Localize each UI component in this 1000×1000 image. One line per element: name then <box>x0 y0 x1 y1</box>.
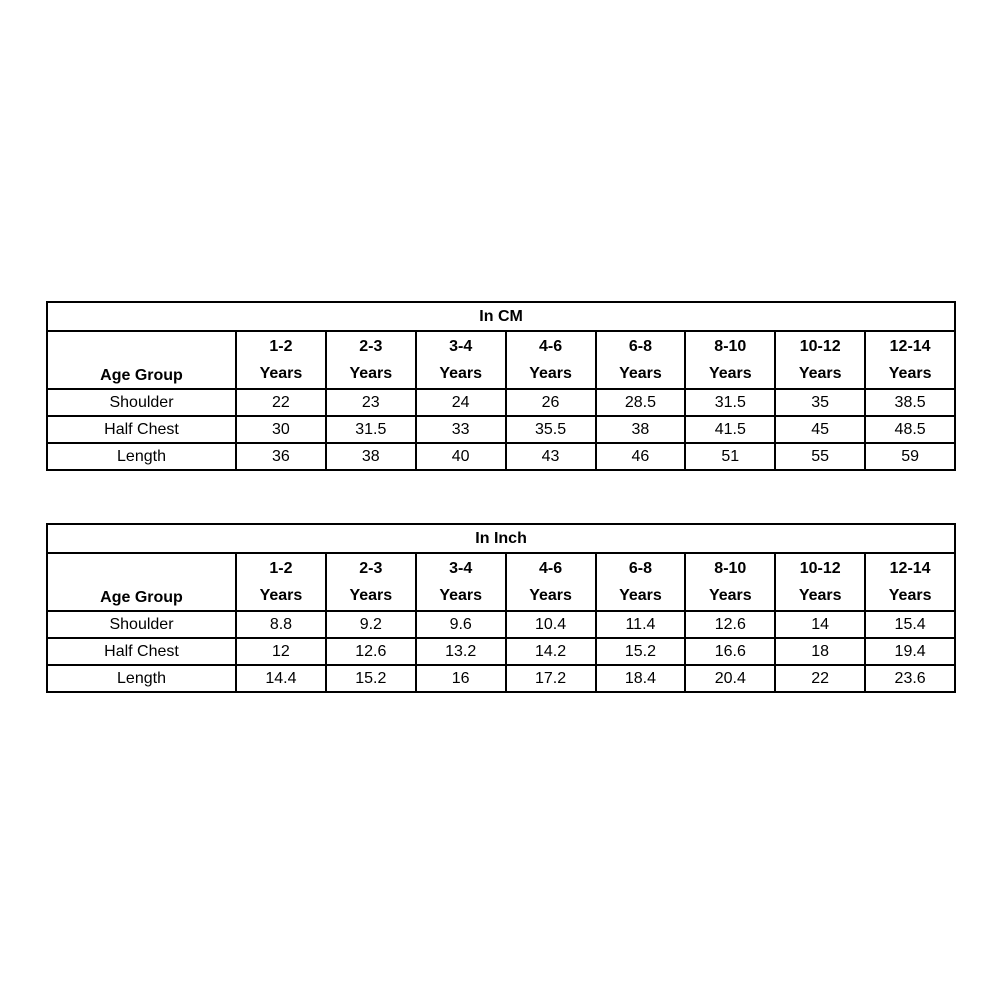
age-range: 2-3 <box>359 560 383 577</box>
age-group-header: Age Group <box>47 553 236 611</box>
column-header <box>865 553 955 611</box>
age-range: 8-10 <box>714 560 747 577</box>
column-header <box>596 553 686 611</box>
age-unit: Years <box>349 587 393 604</box>
age-unit: Years <box>619 587 662 604</box>
age-range: 6-8 <box>628 338 652 355</box>
age-unit: Years <box>259 587 303 604</box>
table-cell: 15.2 <box>596 638 686 665</box>
table-cell: 48.5 <box>865 416 955 443</box>
table-cell: 9.6 <box>416 611 506 638</box>
table-cell: 41.5 <box>685 416 775 443</box>
table-cell: 20.4 <box>685 665 775 692</box>
row-label: Shoulder <box>47 611 236 638</box>
table-cell: 43 <box>506 443 596 470</box>
table-row <box>47 389 955 416</box>
table-row <box>47 665 955 692</box>
column-header <box>416 331 506 389</box>
age-unit: Years <box>798 587 842 604</box>
column-header <box>775 331 865 389</box>
table-cell: 33 <box>416 416 506 443</box>
table-cell: 38.5 <box>865 389 955 416</box>
table-cell: 14.4 <box>236 665 326 692</box>
age-unit: Years <box>529 587 572 604</box>
table-cell: 9.2 <box>326 611 416 638</box>
table-cell: 24 <box>416 389 506 416</box>
table-cell: 14.2 <box>506 638 596 665</box>
column-header <box>865 331 955 389</box>
table-cell: 13.2 <box>416 638 506 665</box>
table-title: In CM <box>47 302 955 331</box>
column-header <box>236 553 326 611</box>
age-range: 3-4 <box>449 338 473 355</box>
table-cell: 14 <box>775 611 865 638</box>
age-unit: Years <box>349 365 393 382</box>
table-cell: 31.5 <box>326 416 416 443</box>
age-unit: Years <box>888 365 932 382</box>
age-unit: Years <box>439 365 483 382</box>
row-label: Half Chest <box>47 638 236 665</box>
table-cell: 12.6 <box>326 638 416 665</box>
table-cell: 40 <box>416 443 506 470</box>
age-range: 4-6 <box>539 338 563 355</box>
age-unit: Years <box>708 587 752 604</box>
table-cell: 45 <box>775 416 865 443</box>
column-header <box>596 331 686 389</box>
column-header <box>685 553 775 611</box>
table-cell: 16.6 <box>685 638 775 665</box>
column-header <box>326 553 416 611</box>
column-header <box>685 331 775 389</box>
age-unit: Years <box>798 365 842 382</box>
column-header <box>506 331 596 389</box>
age-range: 12-14 <box>889 338 931 355</box>
row-label: Length <box>47 443 236 470</box>
age-range: 1-2 <box>269 560 293 577</box>
age-group-header: Age Group <box>47 331 236 389</box>
table-cell: 55 <box>775 443 865 470</box>
age-range: 1-2 <box>269 338 293 355</box>
table-cell: 35.5 <box>506 416 596 443</box>
table-cell: 31.5 <box>685 389 775 416</box>
column-header <box>416 553 506 611</box>
column-header <box>506 553 596 611</box>
table-cell: 22 <box>775 665 865 692</box>
table-cell: 23.6 <box>865 665 955 692</box>
table-cell: 11.4 <box>596 611 686 638</box>
size-chart-inch-table <box>46 523 956 693</box>
table-cell: 17.2 <box>506 665 596 692</box>
age-unit: Years <box>619 365 662 382</box>
age-unit: Years <box>708 365 752 382</box>
table-header-row <box>47 553 955 611</box>
table-title: In Inch <box>47 524 955 553</box>
table-header-row <box>47 331 955 389</box>
column-header <box>326 331 416 389</box>
age-range: 3-4 <box>449 560 473 577</box>
table-cell: 26 <box>506 389 596 416</box>
table-cell: 16 <box>416 665 506 692</box>
table-row <box>47 638 955 665</box>
table-cell: 15.4 <box>865 611 955 638</box>
age-range: 6-8 <box>628 560 652 577</box>
table-row <box>47 611 955 638</box>
table-cell: 8.8 <box>236 611 326 638</box>
age-unit: Years <box>529 365 572 382</box>
table-cell: 18.4 <box>596 665 686 692</box>
column-header <box>775 553 865 611</box>
table-cell: 15.2 <box>326 665 416 692</box>
age-range: 10-12 <box>799 338 841 355</box>
table-cell: 12 <box>236 638 326 665</box>
age-range: 10-12 <box>799 560 841 577</box>
row-label: Shoulder <box>47 389 236 416</box>
age-range: 4-6 <box>539 560 563 577</box>
table-cell: 22 <box>236 389 326 416</box>
table-cell: 38 <box>326 443 416 470</box>
table-cell: 51 <box>685 443 775 470</box>
row-label: Half Chest <box>47 416 236 443</box>
table-title-row <box>47 302 955 331</box>
table-row <box>47 416 955 443</box>
table-cell: 36 <box>236 443 326 470</box>
column-header <box>236 331 326 389</box>
age-range: 2-3 <box>359 338 383 355</box>
age-range: 8-10 <box>714 338 747 355</box>
age-unit: Years <box>888 587 932 604</box>
table-cell: 59 <box>865 443 955 470</box>
table-cell: 23 <box>326 389 416 416</box>
age-unit: Years <box>259 365 303 382</box>
row-label: Length <box>47 665 236 692</box>
table-cell: 35 <box>775 389 865 416</box>
table-cell: 12.6 <box>685 611 775 638</box>
age-unit: Years <box>439 587 483 604</box>
size-chart-cm-table <box>46 301 956 471</box>
table-cell: 38 <box>596 416 686 443</box>
table-cell: 30 <box>236 416 326 443</box>
table-cell: 10.4 <box>506 611 596 638</box>
table-title-row <box>47 524 955 553</box>
table-cell: 19.4 <box>865 638 955 665</box>
table-cell: 46 <box>596 443 686 470</box>
table-row <box>47 443 955 470</box>
table-cell: 18 <box>775 638 865 665</box>
age-range: 12-14 <box>889 560 931 577</box>
table-cell: 28.5 <box>596 389 686 416</box>
